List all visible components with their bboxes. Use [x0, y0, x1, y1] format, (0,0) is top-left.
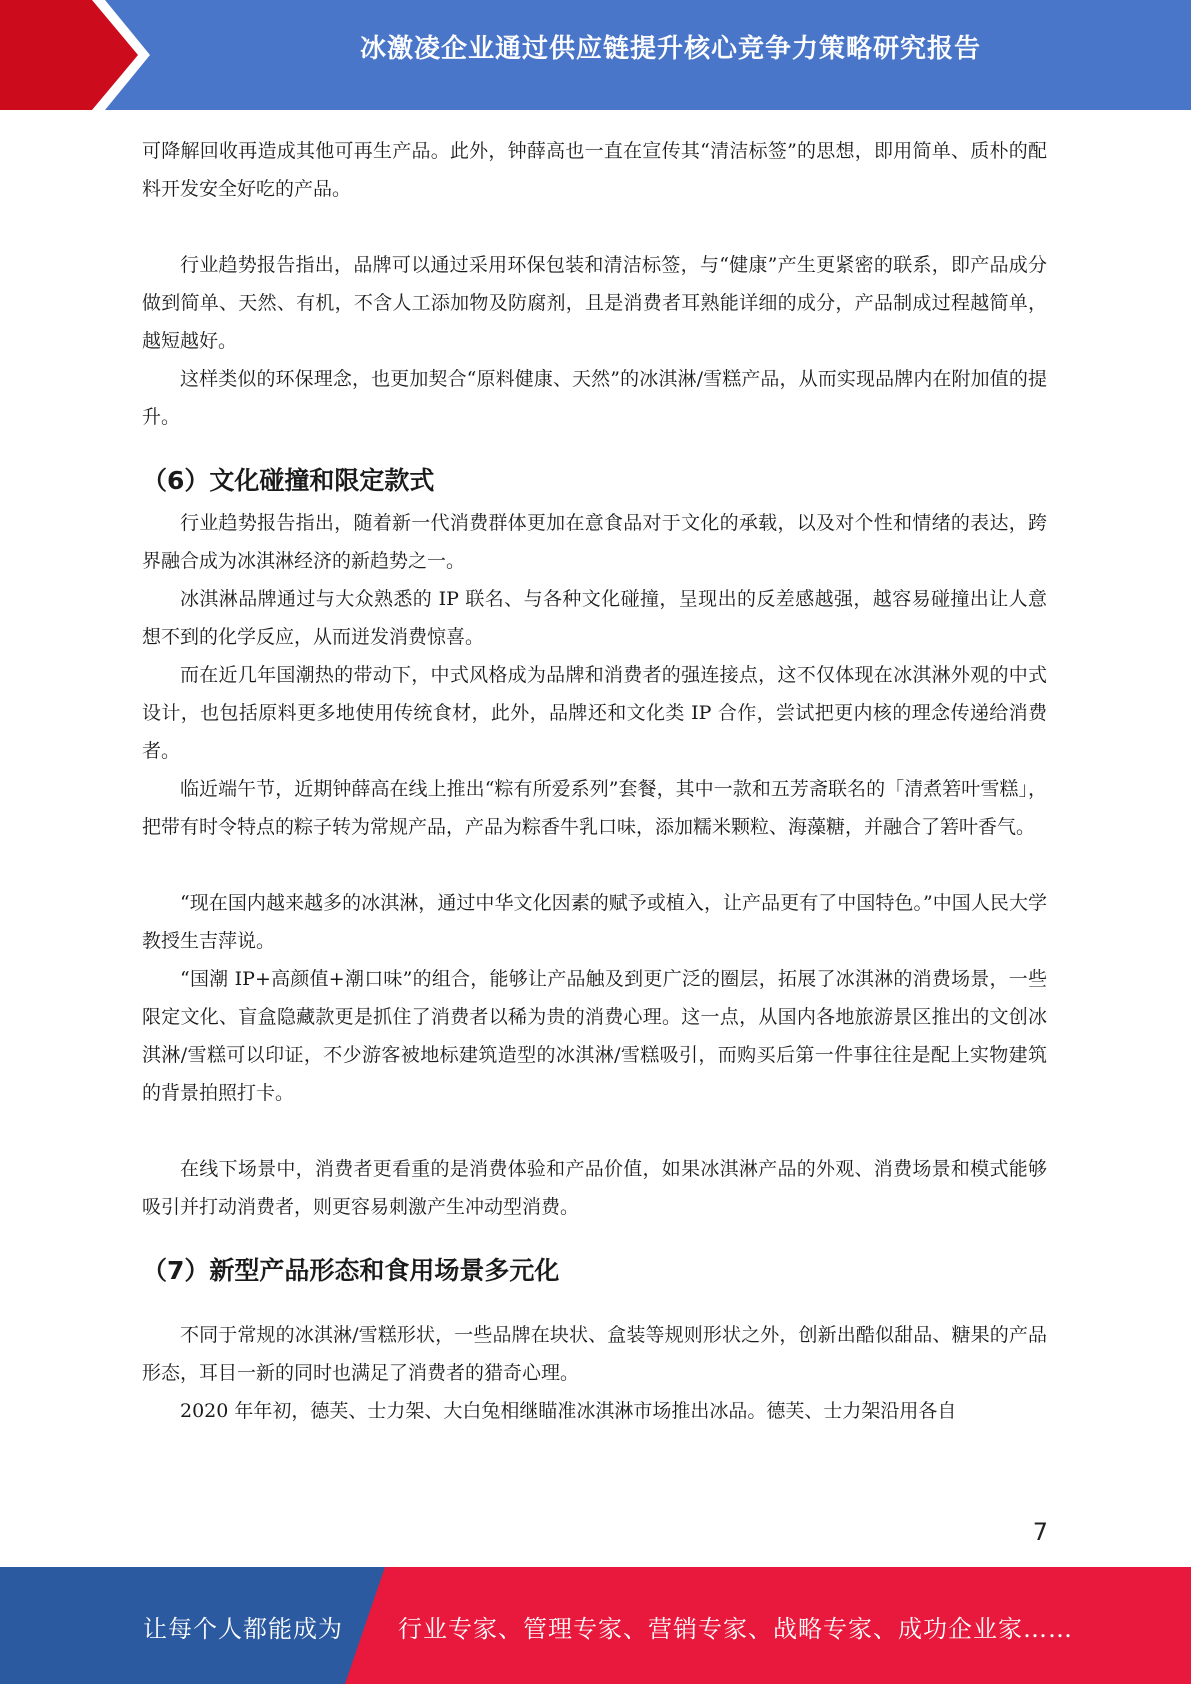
paragraph-12: 2020 年年初，德芙、士力架、大白兔相继瞄准冰淇淋市场推出冰品。德芙、士力架沿用各自: [180, 1400, 957, 1422]
page-body: [142, 132, 1047, 1430]
page-header: [0, 0, 1191, 110]
paragraph-9: “国潮 IP+高颜值+潮口味”的组合，能够让产品触及到更广泛的圈层，拓展了冰淇淋的消费场景，一些限定文化、盲盒隐藏款更是抓住了消费者以稀为贵的消费心理。这一点，从国内各地旅游景区推出的文创冰淇淋/雪糕可以印证，不少游客被地标建筑造型的冰淇淋/雪糕吸引，而购买后第一件事往往是配上实物建筑的背景拍照打卡。: [142, 968, 1047, 1104]
paragraph-7: 临近端午节，近期钟薛高在线上推出“粽有所爱系列”套餐，其中一款和五芳斋联名的「清煮箬叶雪糕」，把带有时令特点的粽子转为常规产品，产品为粽香牛乳口味，添加糯米颗粒、海藻糖，并融合了箬叶香气。: [142, 778, 1047, 838]
paragraph-2: 行业趋势报告指出，品牌可以通过采用环保包装和清洁标签，与“健康”产生更紧密的联系，即产品成分做到简单、天然、有机，不含人工添加物及防腐剂，且是消费者耳熟能详细的成分，产品制成过程越简单，越短越好。: [142, 254, 1047, 352]
paragraph-8: “现在国内越来越多的冰淇淋，通过中华文化因素的赋予或植入，让产品更有了中国特色。”中国人民大学教授生吉萍说。: [142, 892, 1047, 952]
paragraph-5: 冰淇淋品牌通过与大众熟悉的 IP 联名、与各种文化碰撞，呈现出的反差感越强，越容易碰撞出让人意想不到的化学反应，从而迸发消费惊喜。: [142, 588, 1047, 648]
page-footer: [0, 1567, 1191, 1684]
paragraph-4: 行业趋势报告指出，随着新一代消费群体更加在意食品对于文化的承载，以及对个性和情绪的表达，跨界融合成为冰淇淋经济的新趋势之一。: [142, 512, 1047, 572]
paragraph-10: 在线下场景中，消费者更看重的是消费体验和产品价值，如果冰淇淋产品的外观、消费场景和模式能够吸引并打动消费者，则更容易刺激产生冲动型消费。: [142, 1158, 1047, 1218]
paragraph-3: 这样类似的环保理念，也更加契合“原料健康、天然”的冰淇淋/雪糕产品，从而实现品牌内在附加值的提升。: [142, 368, 1047, 428]
footer-slogan-right: 行业专家、管理专家、营销专家、战略专家、成功企业家……: [398, 1615, 1073, 1643]
section-heading-7: （7）新型产品形态和食用场景多元化: [142, 1256, 560, 1285]
paragraph-11: 不同于常规的冰淇淋/雪糕形状，一些品牌在块状、盒装等规则形状之外，创新出酷似甜品、糖果的产品形态，耳目一新的同时也满足了消费者的猎奇心理。: [142, 1324, 1047, 1384]
page-number: 7: [1032, 1518, 1048, 1546]
footer-slogan-left: 让每个人都能成为: [143, 1615, 343, 1643]
section-heading-6: （6）文化碰撞和限定款式: [142, 466, 435, 495]
header-title: 冰激凌企业通过供应链提升核心竞争力策略研究报告: [359, 34, 981, 64]
paragraph-6: 而在近几年国潮热的带动下，中式风格成为品牌和消费者的强连接点，这不仅体现在冰淇淋外观的中式设计，也包括原料更多地使用传统食材，此外，品牌还和文化类 IP 合作，尝试把更内核的理念传递给消费者。: [142, 664, 1047, 762]
paragraph-1: 可降解回收再造成其他可再生产品。此外，钟薛高也一直在宣传其“清洁标签”的思想，即用简单、质朴的配料开发安全好吃的产品。: [142, 140, 1047, 200]
